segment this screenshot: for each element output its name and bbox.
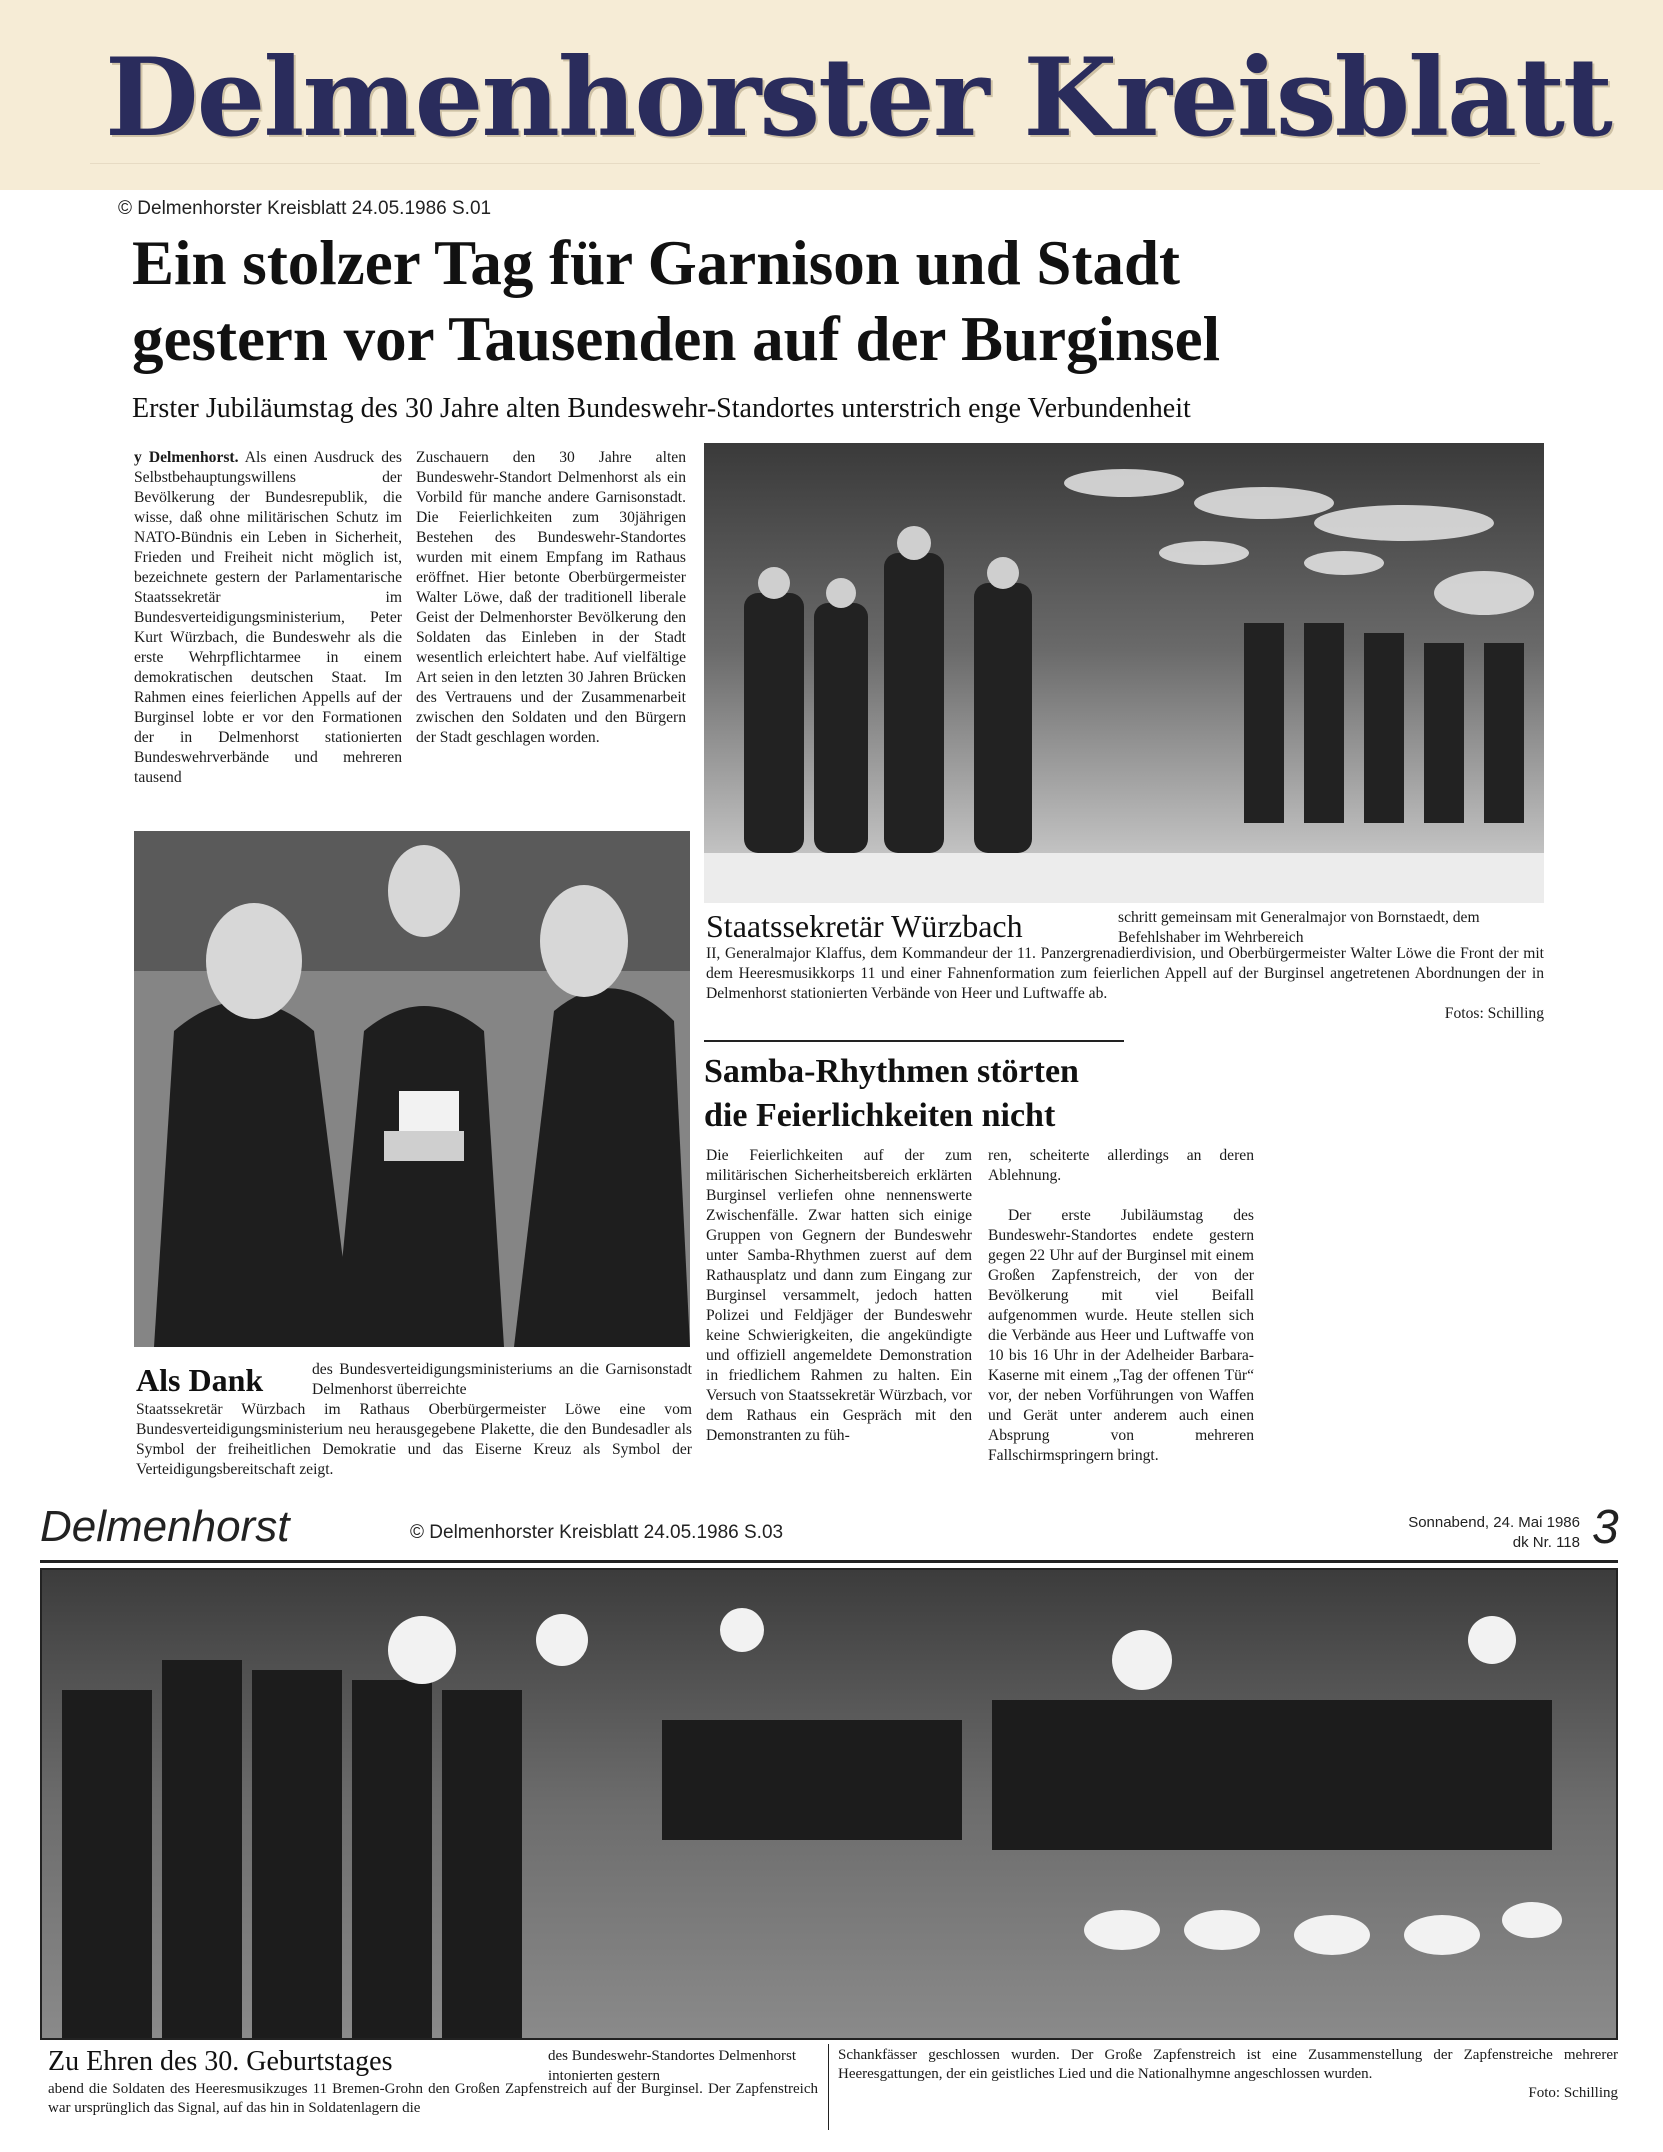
photo-parade-image [704, 443, 1544, 903]
photo-plaque-image [134, 831, 690, 1347]
issue-line: dk Nr. 118 [1512, 1534, 1580, 1551]
masthead-divider [90, 163, 1540, 184]
photo-parade [704, 443, 1544, 903]
sub-article-column-2-p2: Der erste Jubiläumstag des Bundeswehr-Standortes endete gestern gegen 22 Uhr auf der Burginsel mit einem Großen Zapfenstreich, der von der Bevölkerung mit viel Beifall aufgenommen wurde. Heute stellen sich die Verbände aus Heer und Luftwaffe von 10 bis 16 Uhr in der Adelheider Barbara-Kaserne mit einem „Tag der offenen Tür“ vor, der neben Vorführungen von Waffen und Gerät unter anderem auch einen Absprung von mehreren Fallschirmspringern bringt. [988, 1207, 1254, 1464]
photo-credit-3: Foto: Schilling [1528, 2085, 1618, 2101]
sub-article-title-line2: die Feierlichkeiten nicht [704, 1097, 1056, 1134]
article-column-1 [134, 448, 402, 788]
sub-article-column-1: Die Feierlichkeiten auf der zum militärischen Sicherheitsbereich erklärten Burginsel verliefen ohne nennenswerte Zwischenfälle. Zwar hatten sich einige Gruppen von Gegnern der Bundeswehr unter Samba-Rhythmen zuerst auf dem Rathausplatz und dann zum Eingang zur Burginsel versammelt, jedoch hatten Polizei und Feldjäger der Bundeswehr keine Schwierigkeiten, die angekündigte und offiziell angemeldete Demonstration in friedlichem Rahmen zu halten. Ein Versuch von Staatssekretär Würzbach, vor dem Rathaus ein Gespräch mit den Demonstranten zu füh- [706, 1147, 972, 1444]
zapfenstreich-caption-left [48, 2046, 818, 2118]
newspaper-title: Delmenhorster Kreisblatt [105, 35, 1611, 161]
headline-line1: Ein stolzer Tag für Garnison und Stadt [132, 228, 1180, 298]
photo-zapfenstreich-image [42, 1570, 1616, 2038]
page-number: 3 [1592, 1501, 1619, 1554]
photo-plaque-caption [136, 1360, 692, 1480]
zapfenstreich-caption-inline: des Bundeswehr-Standortes Delmenhorst intonierten gestern [548, 2048, 796, 2084]
page3-header-rule [40, 1560, 1618, 1563]
article-column-1-text: Als einen Ausdruck des Selbstbehauptungswillens der Bevölkerung der Bundesrepublik, die wisse, daß ohne militärischen Schutz im NATO-Bündnis ein Leben in Sicherheit, Frieden und Freiheit nicht möglich ist, bezeichnete gestern der Parlamentarische Staatssekretär im Bundesverteidigungsministerium, Peter Kurt Würzbach, die Bundeswehr als die erste Wehrpflichtarmee in einem demokratischen deutschen Staat. Im Rahmen eines feierlichen Appells auf der Burginsel lobte er vor den Formationen der in Delmenhorst stationierten Bundeswehrverbände und mehreren tausend [134, 449, 402, 786]
sub-article-column-2 [988, 1146, 1254, 1466]
dateline: y Delmenhorst. [134, 449, 239, 466]
photo-plaque-caption-inline: des Bundesverteidigungsministeriums an die Garnisonstadt Delmenhorst überreichte [312, 1361, 692, 1398]
zapfenstreich-caption-right-body: Schankfässer geschlossen wurden. Der Große Zapfenstreich ist eine Zusammenstellung der Zapfenstreiche mehrerer Heeresgattungen, der ein geistliches Lied und die Nationalhymne angeschlossen wurden. [838, 2047, 1618, 2082]
zapfenstreich-caption-right [838, 2046, 1618, 2103]
copyright-page3: © Delmenhorster Kreisblatt 24.05.1986 S.03 [410, 1522, 784, 1543]
sub-article-rule [704, 1040, 1124, 1042]
article-column-2: Zuschauern den 30 Jahre alten Bundeswehr-Standort Delmenhorst als ein Vorbild für manche andere Garnisonstadt. Die Feierlichkeiten zum 30jährigen Bestehen des Bundeswehr-Standortes wurden mit einem Empfang im Rathaus eröffnet. Hier betonte Oberbürgermeister Walter Löwe, daß der traditionell liberale Geist der Delmenhorster Bevölkerung den Soldaten das Einleben in der Stadt wesentlich erleichtert habe. Auf vielfältige Art seien in den letzten 30 Jahren Brücken des Vertrauens und der Zusammenarbeit zwischen den Soldaten und den Bürgern der Stadt geschlagen worden. [416, 449, 686, 746]
photo-parade-caption-inline: schritt gemeinsam mit Generalmajor von Bornstaedt, dem Befehlshaber im Wehrbereich [1118, 909, 1480, 946]
date-line: Sonnabend, 24. Mai 1986 [1408, 1514, 1580, 1531]
photo-plaque-handover [134, 831, 690, 1347]
photo-parade-caption-title: Staatssekretär Würzbach [706, 908, 1023, 944]
sub-article-title-line1: Samba-Rhythmen störten [704, 1053, 1079, 1090]
photo-zapfenstreich [40, 1568, 1618, 2040]
masthead [0, 0, 1663, 190]
subheadline: Erster Jubiläumstag des 30 Jahre alten Bundeswehr-Standortes unterstrich enge Verbundenheit [132, 393, 1191, 424]
copyright-page1: © Delmenhorster Kreisblatt 24.05.1986 S.01 [118, 198, 492, 219]
photo-plaque-caption-title: Als Dank [136, 1362, 264, 1398]
section-title: Delmenhorst [40, 1502, 290, 1551]
caption-divider [828, 2044, 829, 2130]
photo-parade-caption-body: II, Generalmajor Klaffus, dem Kommandeur der 11. Panzergrenadierdivision, und Oberbürgermeister Walter Löwe die Front der mit dem Heeresmusikkorps 11 und einer Fahnenformation zum feierlichen Appell auf der Burginsel angetretenen Abordnungen der in Delmenhorst stationierten Verbände von Heer und Luftwaffe ab. [706, 945, 1544, 1002]
photo-parade-caption [706, 908, 1544, 1024]
zapfenstreich-caption-title: Zu Ehren des 30. Geburtstages [48, 2046, 393, 2077]
zapfenstreich-caption-left-body: abend die Soldaten des Heeresmusikzuges 11 Bremen-Grohn den Großen Zapfenstreich auf der Burginsel. Der Zapfenstreich war ursprünglich das Signal, auf das hin in Soldatenlagern die [48, 2081, 818, 2116]
sub-article-column-2-p1: ren, scheiterte allerdings an deren Ablehnung. [988, 1147, 1254, 1184]
headline-line2: gestern vor Tausenden auf der Burginsel [132, 304, 1221, 374]
photo-credit-1: Fotos: Schilling [1444, 1005, 1544, 1022]
photo-plaque-caption-body: Staatssekretär Würzbach im Rathaus Oberbürgermeister Löwe eine vom Bundesverteidigungsministerium neu herausgegebene Plakette, die den Bundesadler als Symbol der freiheitlichen Demokratie und das Eiserne Kreuz als Symbol der Verteidigungsbereitschaft zeigt. [136, 1401, 692, 1478]
